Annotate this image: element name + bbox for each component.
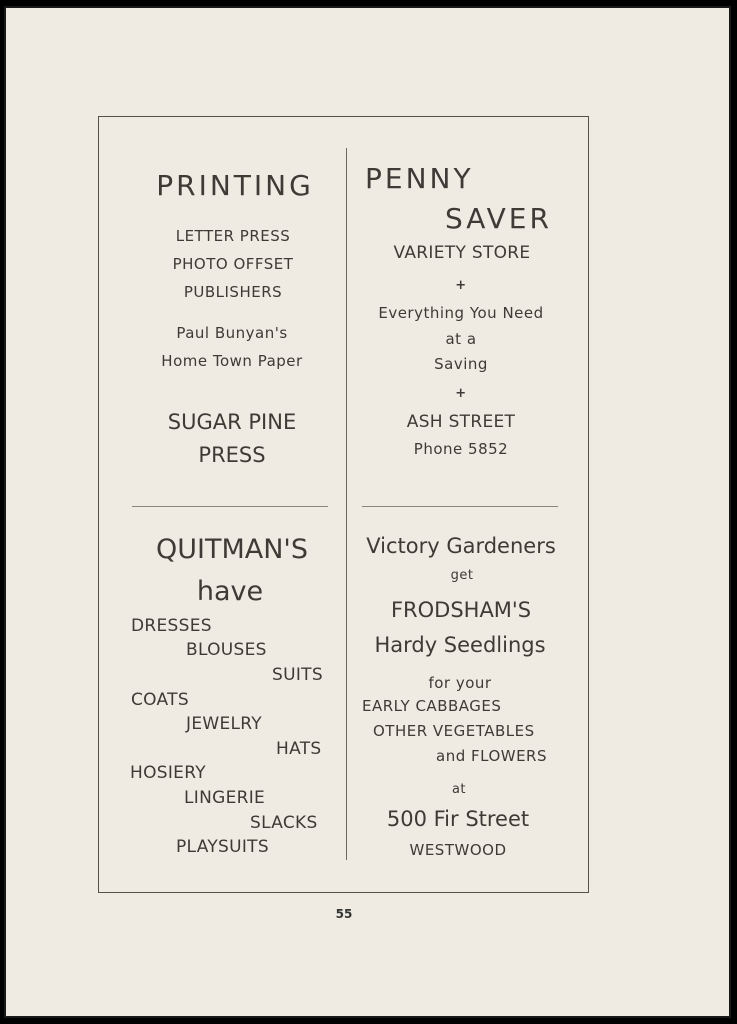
- frodsham-get: get: [450, 568, 474, 583]
- item-lingerie: LINGERIE: [184, 788, 266, 808]
- frodsham-list-1: EARLY CABBAGES: [362, 697, 502, 715]
- bullet-1: +: [455, 278, 467, 293]
- penny-saver-title-1: PENNY: [365, 162, 474, 195]
- penny-saver-title-2: SAVER: [445, 202, 552, 235]
- penny-line-3: Saving: [434, 355, 488, 373]
- item-slacks: SLACKS: [250, 813, 318, 833]
- service-letter-press: LETTER PRESS: [175, 227, 291, 245]
- service-photo-offset: PHOTO OFFSET: [172, 255, 294, 273]
- right-horizontal-divider: [362, 506, 558, 507]
- penny-line-2: at a: [445, 330, 477, 348]
- frodsham-address: 500 Fir Street: [386, 807, 530, 831]
- frodsham-product: Hardy Seedlings: [374, 633, 546, 657]
- sugar-pine-name-1: SUGAR PINE: [167, 410, 297, 434]
- item-playsuits: PLAYSUITS: [176, 837, 269, 857]
- item-suits: SUITS: [272, 665, 323, 685]
- vertical-divider: [346, 148, 347, 860]
- sugar-pine-name-2: PRESS: [198, 443, 266, 467]
- item-hats: HATS: [276, 739, 322, 759]
- variety-store-subtitle: VARIETY STORE: [393, 243, 531, 263]
- left-horizontal-divider: [132, 506, 328, 507]
- page-number: 55: [335, 907, 353, 921]
- frodsham-name: FRODSHAM'S: [390, 598, 532, 622]
- penny-address: ASH STREET: [406, 412, 516, 432]
- frodsham-list-3: and FLOWERS: [436, 747, 547, 765]
- penny-line-1: Everything You Need: [378, 304, 544, 322]
- item-hosiery: HOSIERY: [130, 763, 206, 783]
- printing-tagline-2: Home Town Paper: [161, 352, 303, 370]
- printing-tagline-1: Paul Bunyan's: [176, 324, 288, 342]
- frodsham-at: at: [451, 782, 467, 797]
- frodsham-list-2: OTHER VEGETABLES: [373, 722, 535, 740]
- quitmans-title: QUITMAN'S: [156, 534, 308, 565]
- frodsham-headline: Victory Gardeners: [366, 534, 556, 558]
- item-coats: COATS: [131, 690, 189, 710]
- frodsham-for-your: for your: [428, 674, 492, 692]
- service-publishers: PUBLISHERS: [183, 283, 283, 301]
- item-jewelry: JEWELRY: [186, 714, 262, 734]
- printing-title: PRINTING: [156, 169, 314, 202]
- frodsham-town: WESTWOOD: [409, 841, 507, 859]
- bullet-2: +: [455, 386, 467, 401]
- penny-phone: Phone 5852: [413, 440, 509, 458]
- item-blouses: BLOUSES: [186, 640, 267, 660]
- quitmans-subtitle: have: [196, 576, 264, 607]
- item-dresses: DRESSES: [131, 616, 212, 636]
